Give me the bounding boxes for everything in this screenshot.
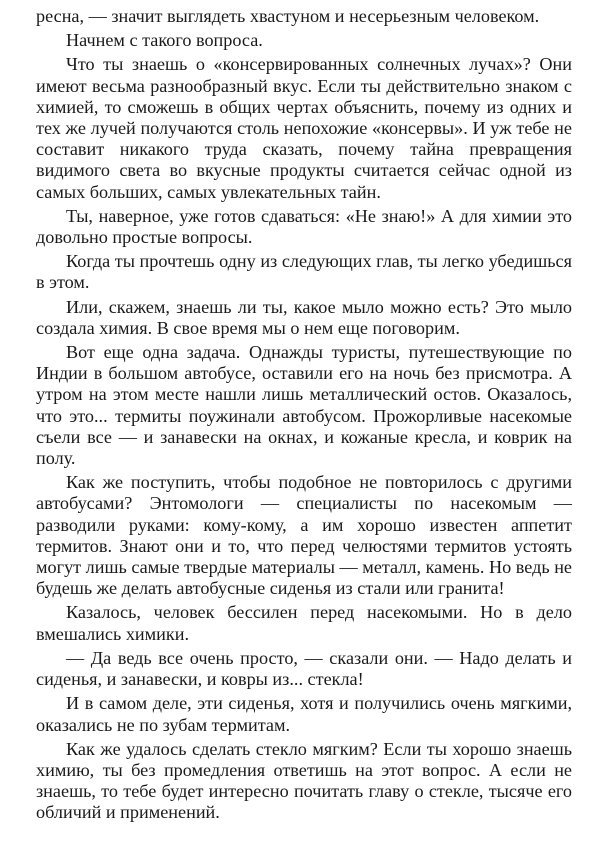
paragraph: Ты, наверное, уже готов сдаваться: «Не знаю!» А для химии это довольно простые вопросы. — [36, 205, 572, 248]
paragraph: Вот еще одна задача. Однажды туристы, путешествующие по Индии в большом автобусе, оставили его на ночь без присмотра. А утром на этом месте нашли лишь металлический остов. Оказалось, что это... термиты поужинали автобусом. Прожорливые насекомые съели все — и занавески на окнах, и кожаные кресла, и коврик на полу. — [36, 342, 572, 469]
paragraph: Что ты знаешь о «консервированных солнечных лучах»? Они имеют весьма разнообразный вкус. Если ты действительно знаком с химией, то сможешь в общих чертах объяснить, почему из одних и тех же лучей получаются столь непохожие «консервы». И уж тебе не составит никакого труда сказать, почему тайна превращения видимого света во вкусные продукты считается сейчас одной из самых больших, самых увлекательных тайн. — [36, 54, 572, 202]
paragraph-continuation: ресна, — значит выглядеть хвастуном и несерьезным человеком. — [36, 6, 540, 26]
paragraph: Казалось, человек бессилен перед насекомыми. Но в дело вмешались химики. — [36, 602, 572, 644]
paragraph: Или, скажем, знаешь ли ты, какое мыло можно есть? Это мыло создала химия. В свое время мы о нем еще поговорим. — [36, 296, 572, 338]
book-page — [36, 6, 572, 824]
paragraph: Начнем с такого вопроса. — [66, 30, 263, 51]
paragraph: Как же удалось сделать стекло мягким? Если ты хорошо знаешь химию, ты без промедления ответишь на этот вопрос. А если не знаешь, то тебе будет интересно почитать главу о стекле, тысяче его обличий и применений. — [36, 738, 572, 823]
paragraph: Когда ты прочтешь одну из следующих глав, ты легко убедишься в этом. — [36, 251, 572, 293]
paragraph: И в самом деле, эти сиденья, хотя и получились очень мягкими, оказались не по зубам термитам. — [36, 693, 572, 735]
paragraph-dialogue: — Да ведь все очень просто, — сказали они. — Надо делать и сиденья, и занавески, и ковры из... стекла! — [36, 647, 572, 690]
paragraph: Как же поступить, чтобы подобное не повторилось с другими автобусами? Энтомологи — специалисты по насекомым — разводили руками: кому-кому, а им хорошо известен аппетит термитов. Знают они и то, что перед челюстями термитов устоять могут лишь самые твердые материалы — металл, камень. Но ведь не будешь же делать автобусные сиденья из стали или гранита! — [36, 472, 572, 599]
